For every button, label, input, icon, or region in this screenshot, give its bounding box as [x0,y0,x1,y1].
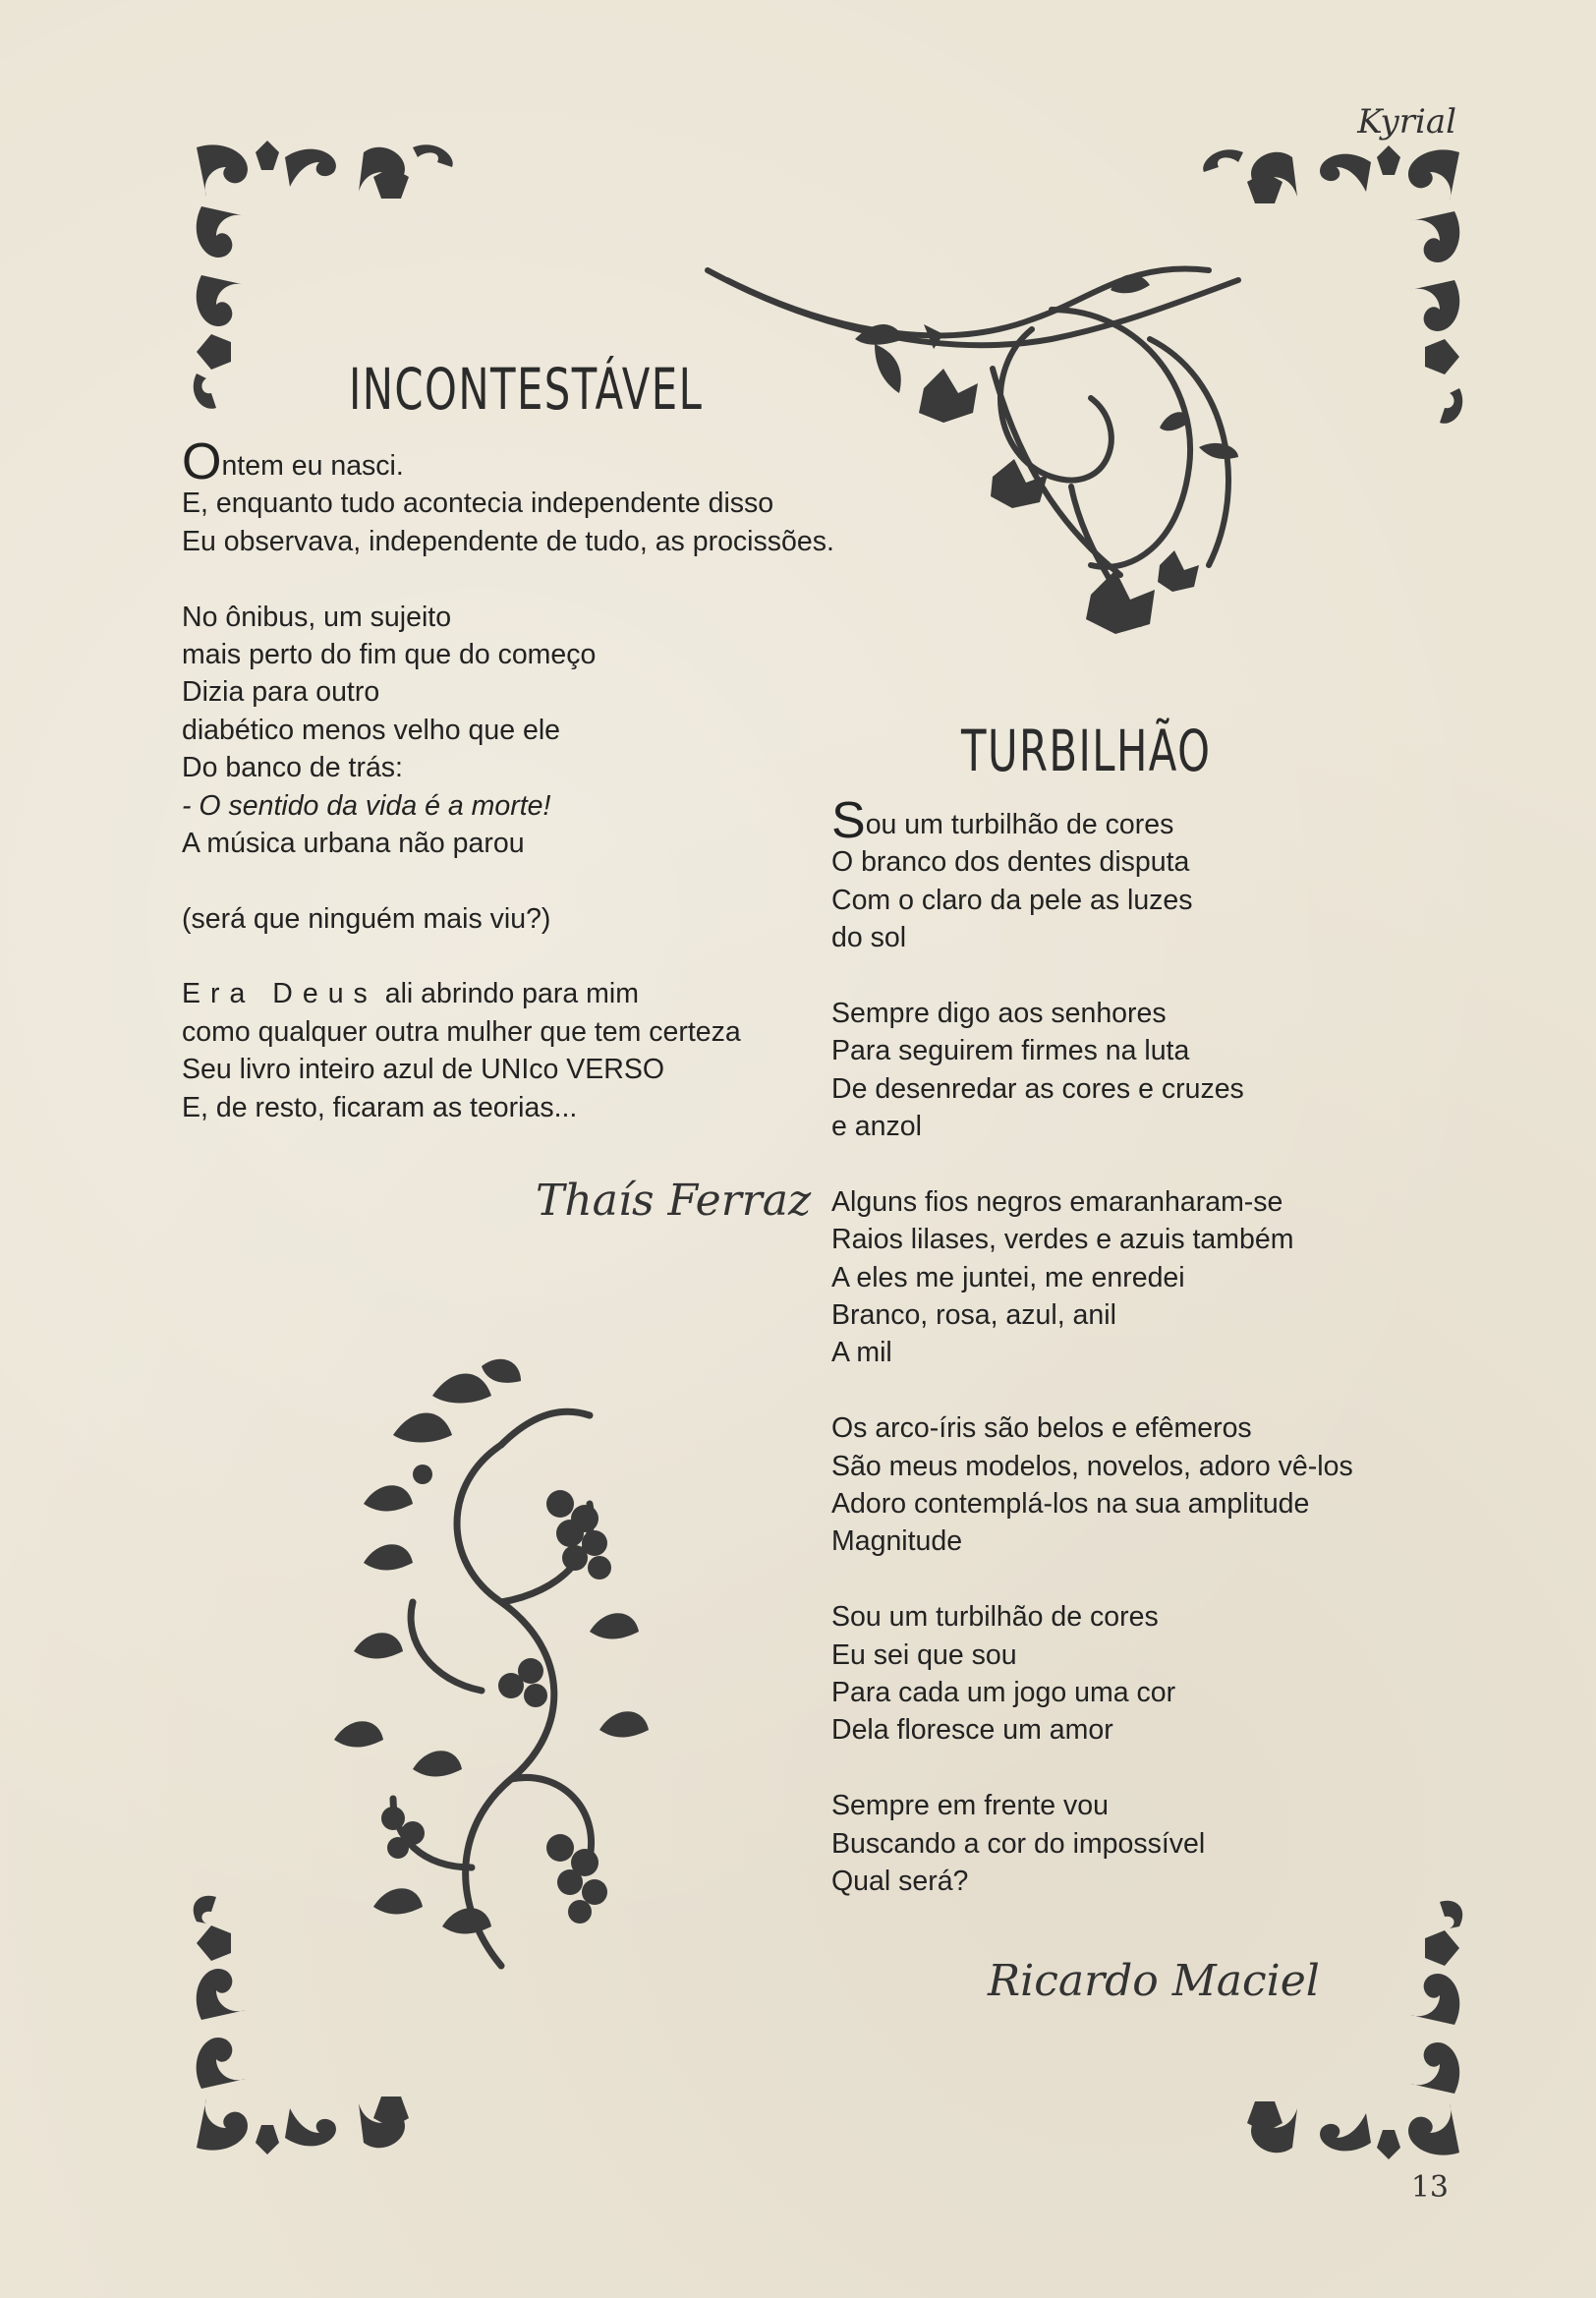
stanza-break [182,938,811,975]
poem-line: Magnitude [831,1525,963,1558]
poem-title-incontestavel: INCONTESTÁVEL [349,356,704,423]
poem-line-spaced: Era Deus ali abrindo para mim [182,978,639,1010]
grape-vine-floral-icon [334,1356,668,1985]
poem-line: Do banco de trás: [182,752,403,784]
poem-line: Dizia para outro [182,676,380,709]
poem-line: Alguns fios negros emaranharam-se [831,1185,1283,1218]
poem-line: A música urbana não parou [182,827,525,859]
poem-line: e anzol [831,1111,922,1143]
poem-line: Os arco-íris são belos e efêmeros [831,1412,1252,1445]
stanza-break [831,957,1382,995]
poem-line: E, de resto, ficaram as teorias... [182,1091,578,1123]
stanza-break [831,1146,1382,1183]
poem-line: Buscando a cor do impossível [831,1827,1206,1860]
journal-name: Kyrial [1357,102,1456,142]
poem-line: Adoro contemplá-los na sua amplitude [831,1488,1310,1521]
poem-first-line [182,433,811,490]
poem-first-line [831,792,1382,849]
poem-line: Com o claro da pele as luzes [831,884,1193,916]
stanza-break [831,1561,1382,1598]
poem-line: ntem eu nasci. [221,450,404,482]
poem-line: Sou um turbilhão de cores [831,1601,1159,1634]
corner-bottom-right-icon [1194,1897,1469,2162]
poem-line: Branco, rosa, azul, anil [831,1299,1116,1332]
poem-line: Raios lilases, verdes e azuis também [831,1224,1294,1256]
poem-line: mais perto do fim que do começo [182,638,597,670]
poem-line: A mil [831,1337,892,1369]
poem-line: Sempre digo aos senhores [831,997,1167,1029]
poem-line: A eles me juntei, me enredei [831,1261,1185,1293]
poem-line: como qualquer outra mulher que tem certeza [182,1015,741,1048]
drop-cap: O [182,433,222,490]
poem-line: No ônibus, um sujeito [182,601,452,633]
poem-line: De desenredar as cores e cruzes [831,1072,1244,1105]
stanza-break [831,1372,1382,1409]
poem-line: E, enquanto tudo acontecia independente disso [182,488,774,520]
poem-line: ou um turbilhão de cores [865,809,1174,840]
poem-line: Seu livro inteiro azul de UNIco VERSO [182,1054,665,1086]
poem-body-incontestavel [182,433,834,1126]
poem-line: diabético menos velho que ele [182,714,561,746]
poem-line: Dela floresce um amor [831,1714,1113,1747]
poem-line: Para seguirem firmes na luta [831,1035,1190,1067]
poem-line: São meus modelos, novelos, adoro vê-los [831,1450,1353,1482]
poem-line: Para cada um jogo uma cor [831,1676,1176,1708]
author-signature-ricardo-maciel: Ricardo Maciel [988,1956,1320,2006]
poem-line-italic: - O sentido da vida é a morte! [182,789,551,822]
author-signature-thais-ferraz: Thaís Ferraz [536,1176,812,1226]
poem-body-turbilhao [831,792,1382,1900]
poem-line: Sempre em frente vou [831,1790,1109,1822]
poem-line: Eu observava, independente de tudo, as procissões. [182,525,834,557]
drop-cap: S [831,792,866,849]
poem-line: O branco dos dentes disputa [831,846,1190,879]
spaced-emphasis: Era Deus [182,978,377,1010]
stanza-break [182,560,811,598]
stanza-break [831,1750,1382,1787]
stanza-break [182,862,811,899]
poem-line: Eu sei que sou [831,1638,1017,1671]
page-number: 13 [1410,2170,1449,2205]
poem-line: Qual será? [831,1865,969,1897]
poem-title-turbilhao: TURBILHÃO [961,718,1212,784]
poem-line: (será que ninguém mais viu?) [182,902,551,935]
poem-line: do sol [831,922,907,954]
